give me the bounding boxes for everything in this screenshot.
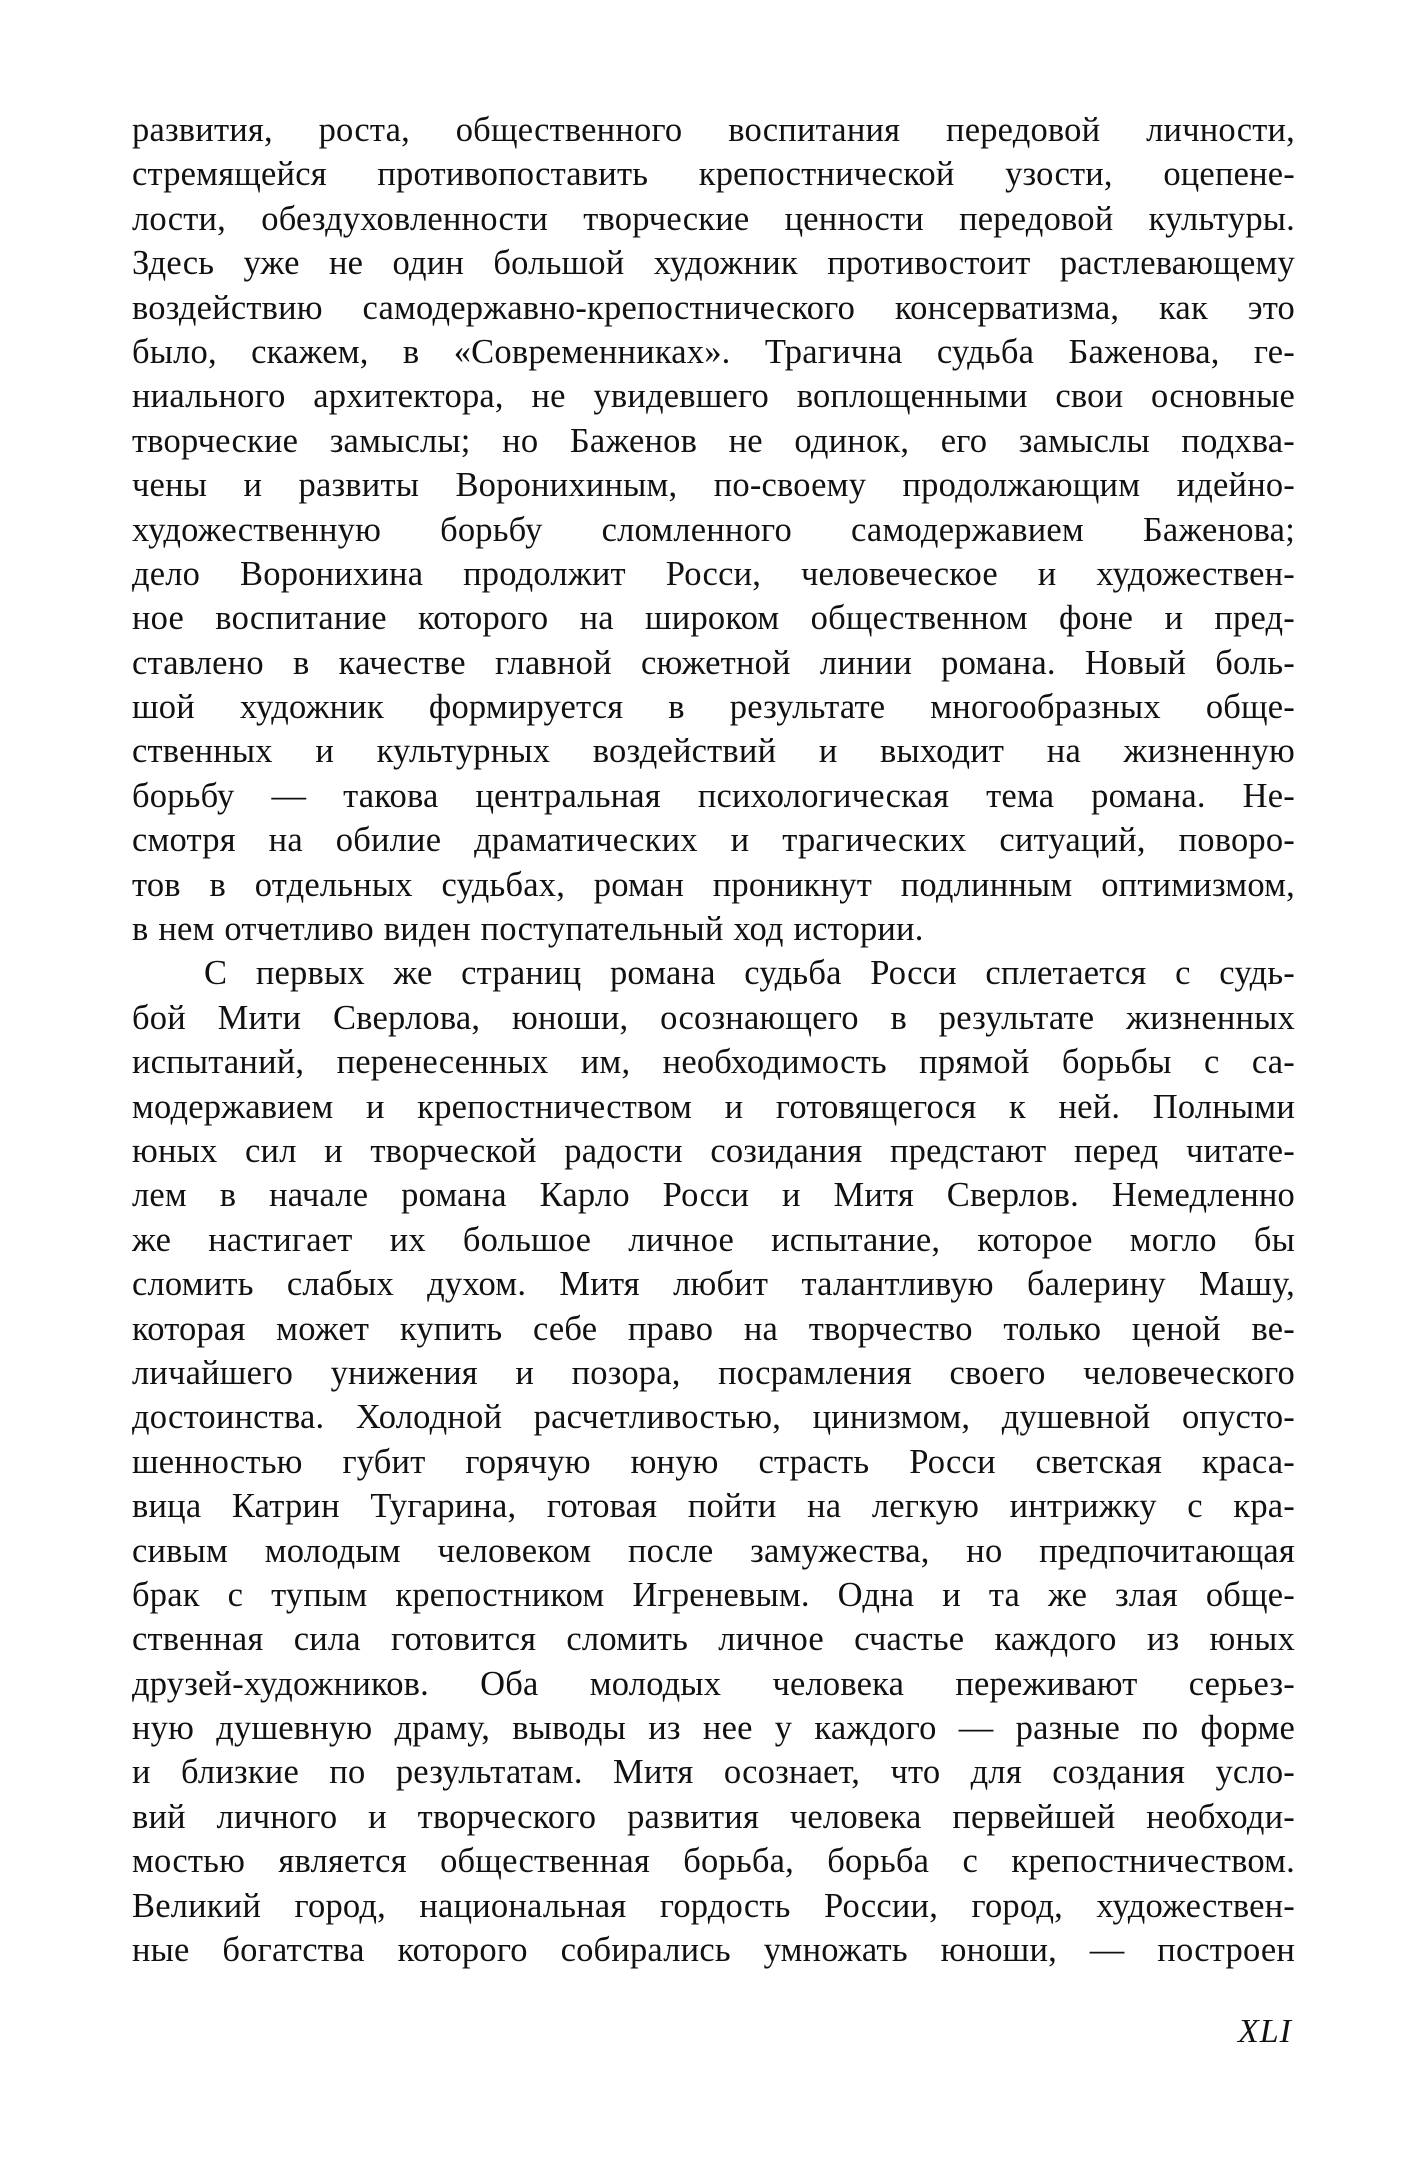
text-line: творческие замыслы; но Баженов не одинок, его замыслы подхва- <box>132 421 1295 460</box>
text-line: достоинства. Холодной расчетливостью, цинизмом, душевной опусто- <box>132 1398 1295 1437</box>
text-line: смотря на обилие драматических и трагических ситуаций, поворо- <box>132 821 1295 860</box>
text-line: сломить слабых духом. Митя любит талантливую балерину Машу, <box>132 1265 1295 1304</box>
text-line: чены и развиты Воронихиным, по-своему продолжающим идейно- <box>132 466 1295 505</box>
text-line: личайшего унижения и позора, посрамления своего человеческого <box>132 1353 1295 1392</box>
text-line: в нем отчетливо виден поступательный ход истории. <box>132 910 924 949</box>
text-line: дело Воронихина продолжит Росси, человеческое и художествен- <box>132 554 1295 593</box>
paragraph-1 <box>132 108 1295 951</box>
paragraph-2 <box>132 951 1295 1972</box>
text-line: вий личного и творческого развития человека первейшей необходи- <box>132 1797 1295 1836</box>
text-line: было, скажем, в «Современниках». Трагична судьба Баженова, ге- <box>132 332 1295 371</box>
text-line: бой Мити Сверлова, юноши, осознающего в результате жизненных <box>132 998 1295 1037</box>
text-line: ниального архитектора, не увидевшего воплощенными свои основные <box>132 377 1295 416</box>
text-line: юных сил и творческой радости созидания предстают перед читате- <box>132 1131 1295 1170</box>
text-line: шенностью губит горячую юную страсть Росси светская краса- <box>132 1442 1295 1481</box>
text-line: и близкие по результатам. Митя осознает, что для создания усло- <box>132 1753 1295 1792</box>
text-line: испытаний, перенесенных им, необходимость прямой борьбы с са- <box>132 1043 1295 1082</box>
text-line: ственная сила готовится сломить личное счастье каждого из юных <box>132 1620 1295 1659</box>
text-line: лости, обездуховленности творческие ценности передовой культуры. <box>132 199 1295 238</box>
text-line: ные богатства которого собирались умножать юноши, — построен <box>132 1931 1295 1970</box>
text-line: лем в начале романа Карло Росси и Митя Сверлов. Немедленно <box>132 1176 1295 1215</box>
text-line: воздействию самодержавно-крепостнического консерватизма, как это <box>132 288 1295 327</box>
text-line: брак с тупым крепостником Игреневым. Одна и та же злая обще- <box>132 1575 1295 1614</box>
text-line: ставлено в качестве главной сюжетной линии романа. Новый боль- <box>132 643 1295 682</box>
text-line: ную душевную драму, выводы из нее у каждого — разные по форме <box>132 1709 1295 1748</box>
text-line: С первых же страниц романа судьба Росси сплетается с судь- <box>204 954 1295 993</box>
text-line: мостью является общественная борьба, борьба с крепостничеством. <box>132 1842 1295 1881</box>
text-line: друзей-художников. Оба молодых человека переживают серьез- <box>132 1664 1295 1703</box>
text-line: ственных и культурных воздействий и выходит на жизненную <box>132 732 1295 771</box>
page-number: XLI <box>1238 2013 1292 2050</box>
text-line: сивым молодым человеком после замужества, но предпочитающая <box>132 1531 1295 1570</box>
text-line: художественную борьбу сломленного самодержавием Баженова; <box>132 510 1295 549</box>
text-line: ное воспитание которого на широком общественном фоне и пред- <box>132 599 1295 638</box>
text-line: которая может купить себе право на творчество только ценой ве- <box>132 1309 1295 1348</box>
text-line: Здесь уже не один большой художник противостоит растлевающему <box>132 244 1295 283</box>
body-text <box>132 108 1295 1972</box>
text-line: же настигает их большое личное испытание, которое могло бы <box>132 1220 1295 1259</box>
text-line: Великий город, национальная гордость России, город, художествен- <box>132 1886 1295 1925</box>
text-line: шой художник формируется в результате многообразных обще- <box>132 688 1295 727</box>
text-line: стремящейся противопоставить крепостнической узости, оцепене- <box>132 155 1295 194</box>
text-line: вица Катрин Тугарина, готовая пойти на легкую интрижку с кра- <box>132 1487 1295 1526</box>
text-line: развития, роста, общественного воспитания передовой личности, <box>132 111 1295 149</box>
text-line: борьбу — такова центральная психологическая тема романа. Не- <box>132 776 1295 815</box>
text-line: модержавием и крепостничеством и готовящегося к ней. Полными <box>132 1087 1295 1126</box>
text-line: тов в отдельных судьбах, роман проникнут подлинным оптимизмом, <box>132 865 1295 904</box>
